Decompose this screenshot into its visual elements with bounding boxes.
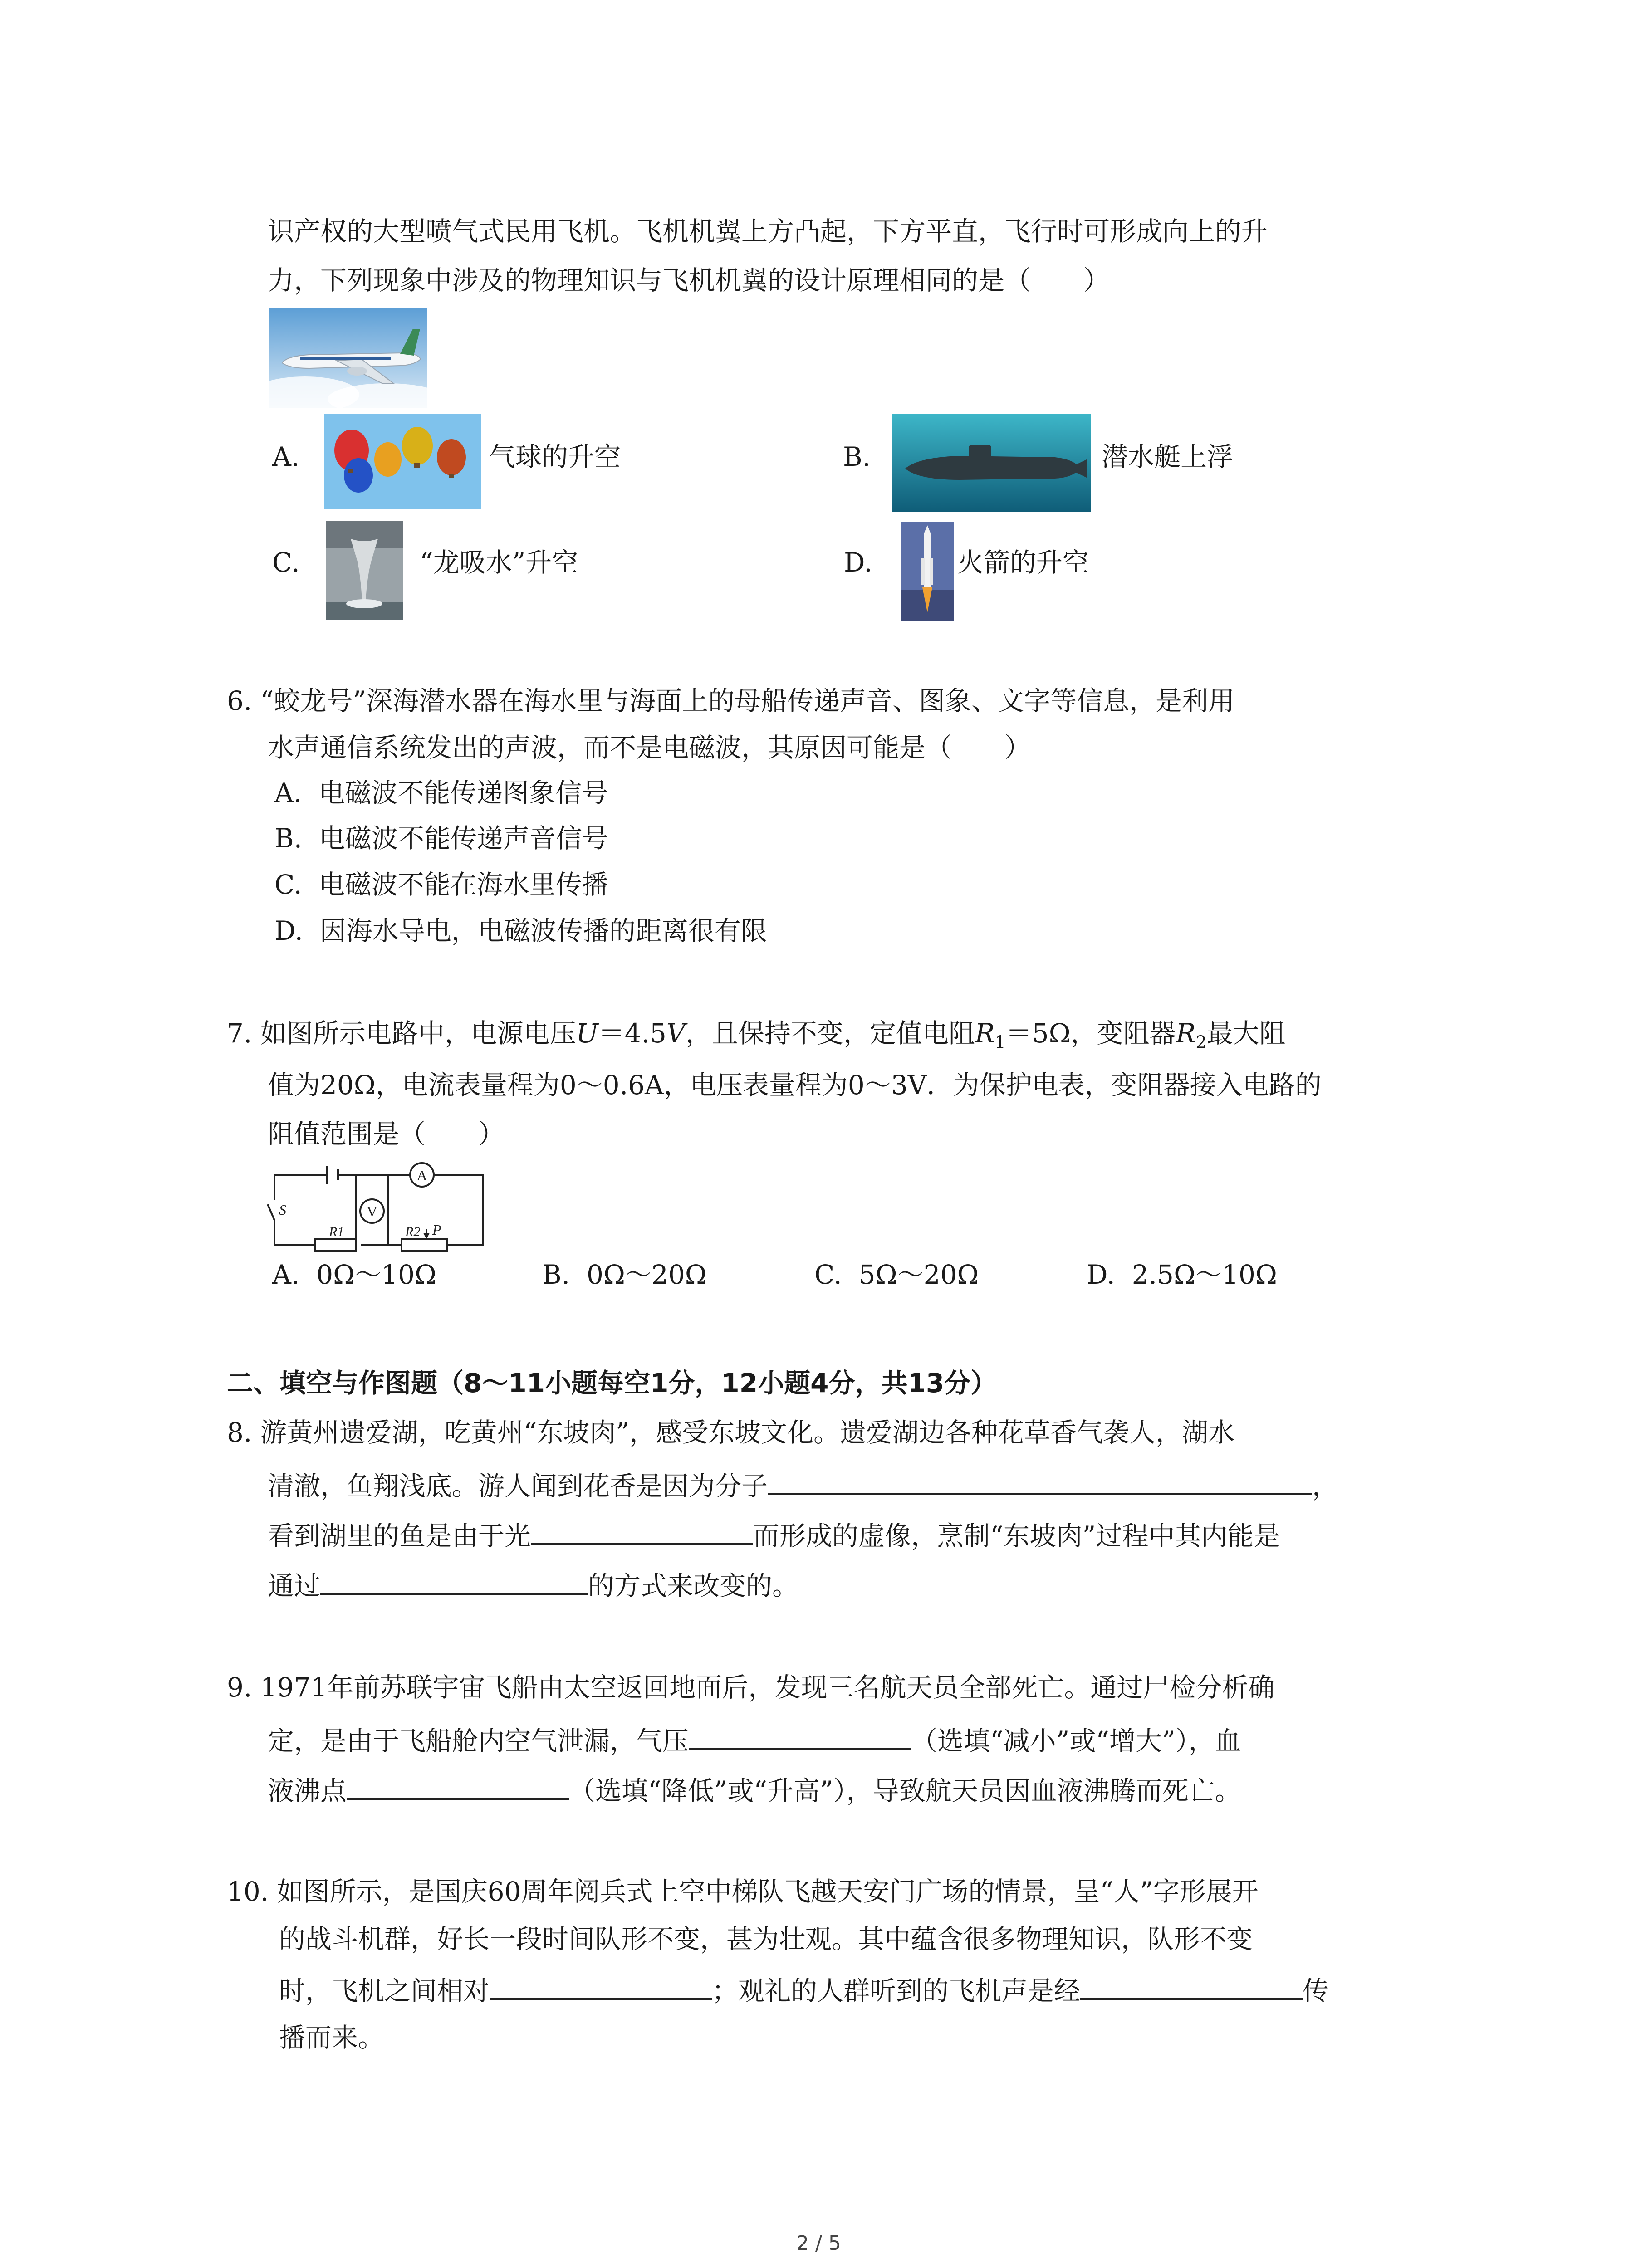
- q10-line-3-end: 传: [1303, 1975, 1329, 2006]
- q7-voltage-symbol: U: [576, 1018, 598, 1049]
- q5-option-c-text: “龙吸水”升空: [420, 547, 578, 578]
- q7-option-d-letter: D.: [1087, 1259, 1115, 1290]
- q5-option-b-text: 潜水艇上浮: [1102, 441, 1234, 472]
- q5-option-d-letter: D.: [844, 547, 872, 578]
- q7-option-c-letter: C.: [814, 1259, 842, 1290]
- balloons-image: [324, 414, 481, 509]
- q8-line-2: [268, 1465, 1338, 1504]
- q6-option-d: [274, 913, 767, 949]
- airplane-image: [269, 308, 427, 408]
- q7-option-a: [272, 1256, 436, 1293]
- q6-option-a-letter: A.: [274, 777, 302, 808]
- q5-option-c-letter: C.: [272, 547, 300, 578]
- switch-label: S: [279, 1202, 286, 1218]
- slider-label: P: [432, 1222, 441, 1238]
- r2-label: R2: [405, 1224, 421, 1239]
- q10-line-3-text: 时，飞机之间相对: [279, 1975, 490, 2006]
- q10-blank-2[interactable]: [1080, 1970, 1303, 2000]
- q9-line-3-end: （选填“降低”或“升高”），导致航天员因血液沸腾而死亡。: [569, 1775, 1241, 1806]
- waterspout-image: [326, 521, 403, 620]
- q6-option-b-letter: B.: [274, 823, 303, 854]
- q5-line-1: 识产权的大型喷气式民用飞机。飞机机翼上方凸起，下方平直，飞行时可形成向上的升: [268, 216, 1268, 247]
- q6-option-c-letter: C.: [274, 869, 302, 900]
- q9-line-2-end: （选填“减小”或“增大”），血: [911, 1725, 1241, 1756]
- q10-line-4: 播而来。: [279, 2022, 385, 2053]
- q7-r1-subscript: 1: [994, 1032, 1006, 1052]
- q8-line-2-text: 清澈，鱼翔浅底。游人闻到花香是因为分子: [268, 1471, 768, 1501]
- q6-option-a: [274, 775, 608, 811]
- q7-voltage-value: ＝4.5: [598, 1018, 666, 1049]
- q6-option-a-text: 电磁波不能传递图象信号: [318, 777, 608, 808]
- q8-line-3-text: 看到湖里的鱼是由于光: [268, 1520, 531, 1551]
- q7-voltage-unit: V: [666, 1018, 686, 1049]
- q8-line-2-end: ，: [1312, 1471, 1339, 1501]
- submarine-image: [892, 414, 1091, 512]
- q7-option-c-text: 5Ω～20Ω: [858, 1259, 979, 1290]
- q8-line-3-end: 而形成的虚像，烹制“东坡肉”过程中其内能是: [753, 1520, 1280, 1551]
- q6-option-c-text: 电磁波不能在海水里传播: [318, 869, 608, 900]
- q8-line-4: [268, 1565, 798, 1604]
- circuit-diagram: [265, 1161, 492, 1256]
- q10-line-3: [279, 1970, 1329, 2009]
- q7-option-b-letter: B.: [542, 1259, 570, 1290]
- q9-line-2-text: 定，是由于飞船舱内空气泄漏，气压: [268, 1725, 689, 1756]
- q6-option-b-text: 电磁波不能传递声音信号: [318, 823, 608, 854]
- q10-line-1: 10. 如图所示，是国庆60周年阅兵式上空中梯队飞越天安门广场的情景，呈“人”字形展开: [227, 1876, 1259, 1907]
- q7-option-c: [814, 1256, 979, 1293]
- q7-line-1-part-d: 最大阻: [1206, 1018, 1286, 1049]
- q7-line-2: 值为20Ω，电流表量程为0～0.6A，电压表量程为0～3V．为保护电表，变阻器接入电路的: [268, 1070, 1322, 1100]
- q7-option-b: [542, 1256, 707, 1293]
- q5-line-2: 力，下列现象中涉及的物理知识与飞机机翼的设计原理相同的是（ ）: [268, 265, 1110, 296]
- q9-blank-1[interactable]: [689, 1720, 911, 1750]
- q8-line-1: 8. 游黄州遗爱湖，吃黄州“东坡肉”，感受东坡文化。遗爱湖边各种花草香气袭人，湖水: [227, 1417, 1235, 1448]
- q7-option-d: [1087, 1256, 1277, 1293]
- q9-blank-2[interactable]: [347, 1770, 569, 1800]
- q6-option-c: [274, 866, 608, 903]
- q5-option-a-text: 气球的升空: [489, 441, 621, 472]
- q6-line-2: 水声通信系统发出的声波，而不是电磁波，其原因可能是（ ）: [268, 732, 1031, 763]
- q7-line-3: 阻值范围是（ ）: [268, 1119, 505, 1149]
- q6-option-d-text: 因海水导电，电磁波传播的距离很有限: [319, 915, 767, 946]
- section-2-heading: 二、填空与作图题（8～11小题每空1分，12小题4分，共13分）: [227, 1368, 997, 1398]
- q10-line-2: 的战斗机群，好长一段时间队形不变，甚为壮观。其中蕴含很多物理知识，队形不变: [279, 1924, 1253, 1955]
- q9-line-2: [268, 1720, 1241, 1759]
- q7-r2-subscript: 2: [1195, 1032, 1207, 1052]
- q7-line-1-part-c: ＝5Ω，变阻器: [1005, 1018, 1176, 1049]
- q6-line-1: 6. “蛟龙号”深海潜水器在海水里与海面上的母船传递声音、图象、文字等信息，是利用: [227, 685, 1235, 716]
- q7-r2-symbol: R: [1176, 1018, 1196, 1049]
- q7-r1-symbol: R: [975, 1018, 995, 1049]
- q8-blank-1[interactable]: [768, 1465, 1312, 1495]
- q7-option-a-letter: A.: [272, 1259, 300, 1290]
- rocket-image: [901, 522, 954, 621]
- q5-option-b-letter: B.: [843, 441, 871, 472]
- ammeter-symbol: A: [416, 1167, 427, 1183]
- q6-option-d-letter: D.: [274, 915, 303, 946]
- q7-option-b-text: 0Ω～20Ω: [586, 1259, 707, 1290]
- q9-line-1: 9. 1971年前苏联宇宙飞船由太空返回地面后，发现三名航天员全部死亡。通过尸检分析确: [227, 1672, 1275, 1703]
- q8-line-4-text: 通过: [268, 1570, 321, 1601]
- q9-line-3-text: 液沸点: [268, 1775, 347, 1806]
- q9-line-3: [268, 1770, 1241, 1809]
- page-number: 2 / 5: [796, 2232, 841, 2255]
- voltmeter-symbol: V: [367, 1203, 377, 1220]
- r1-label: R1: [329, 1224, 344, 1239]
- q5-option-d-text: 火箭的升空: [957, 547, 1089, 578]
- q10-blank-1[interactable]: [490, 1970, 712, 2000]
- q10-line-3-middle: ；观礼的人群听到的飞机声是经: [712, 1975, 1081, 2006]
- q8-blank-3[interactable]: [320, 1565, 588, 1595]
- q8-blank-2[interactable]: [531, 1515, 753, 1545]
- q5-option-a-letter: A.: [272, 441, 300, 472]
- q8-line-3: [268, 1515, 1280, 1554]
- q7-option-a-text: 0Ω～10Ω: [316, 1259, 437, 1290]
- q7-option-d-text: 2.5Ω～10Ω: [1132, 1259, 1277, 1290]
- q7-line-1-part-a: 7. 如图所示电路中，电源电压: [227, 1018, 576, 1049]
- q8-line-4-end: 的方式来改变的。: [588, 1570, 799, 1601]
- q6-option-b: [274, 820, 608, 856]
- q7-line-1-part-b: ，且保持不变，定值电阻: [685, 1018, 975, 1049]
- q7-line-1: [227, 1015, 1286, 1061]
